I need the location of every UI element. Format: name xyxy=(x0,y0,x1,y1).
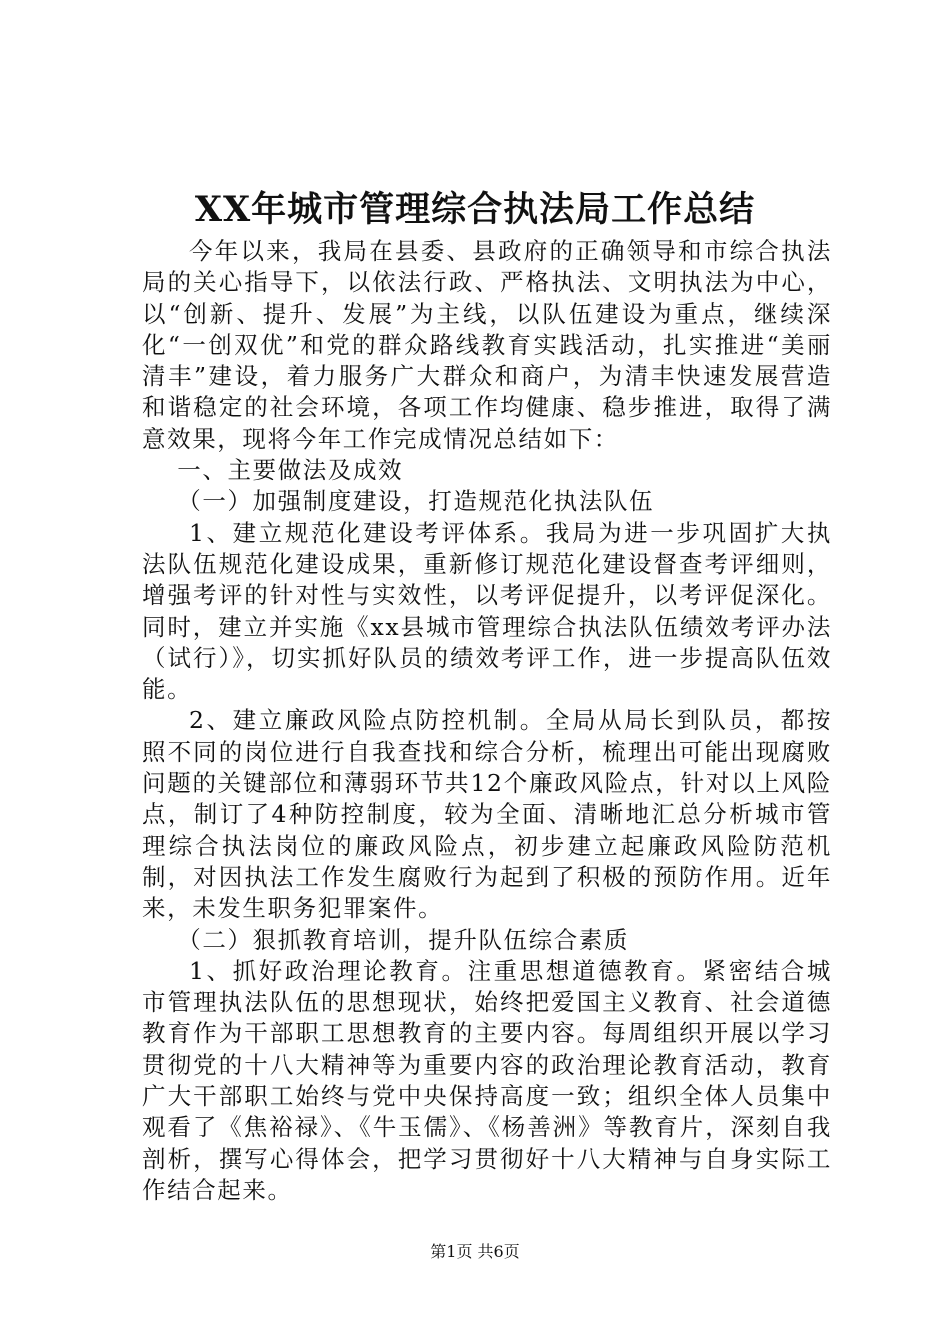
paragraph-item-2: 2、建立廉政风险点防控机制。全局从局长到队员，都按照不同的岗位进行自我查找和综合分析，梳理出可能出现腐败问题的关键部位和薄弱环节共12个廉政风险点，针对以上风险点，制订了4种防控制度，较为全面、清晰地汇总分析城市管理综合执法岗位的廉政风险点，初步建立起廉政风险防范机制，对因执法工作发生腐败行为起到了积极的预防作用。近年来，未发生职务犯罪案件。 xyxy=(142,706,832,923)
paragraph-item-1: 1、建立规范化建设考评体系。我局为进一步巩固扩大执法队伍规范化建设成果，重新修订规范化建设督查考评细则，增强考评的针对性与实效性，以考评促提升，以考评促深化。同时，建立并实施《xx县城市管理综合执法队伍绩效考评办法（试行）》，切实抓好队员的绩效考评工作，进一步提高队伍效能。 xyxy=(142,518,832,704)
intro-paragraph: 今年以来，我局在县委、县政府的正确领导和市综合执法局的关心指导下，以依法行政、严格执法、文明执法为中心，以“创新、提升、发展”为主线，以队伍建设为重点，继续深化“一创双优”和党的群众路线教育实践活动，扎实推进“美丽清丰”建设，着力服务广大群众和商户，为清丰快速发展营造和谐稳定的社会环境，各项工作均健康、稳步推进，取得了满意效果，现将今年工作完成情况总结如下： xyxy=(142,237,832,453)
document-title: XX年城市管理综合执法局工作总结 xyxy=(194,189,756,230)
section-heading: 一、主要做法及成效 xyxy=(177,456,404,485)
document-body xyxy=(142,236,832,1206)
paragraph-item-3: 1、抓好政治理论教育。注重思想道德教育。紧密结合城市管理执法队伍的思想现状，始终把爱国主义教育、社会道德教育作为干部职工思想教育的主要内容。每周组织开展以学习贯彻党的十八大精神等为重要内容的政治理论教育活动，教育广大干部职工始终与党中央保持高度一致；组织全体人员集中观看了《焦裕禄》、《牛玉儒》、《杨善洲》等教育片，深刻自我剖析，撰写心得体会，把学习贯彻好十八大精神与自身实际工作结合起来。 xyxy=(142,956,832,1204)
subsection-heading-2: （二）狠抓教育培训，提升队伍综合素质 xyxy=(177,925,630,954)
page-footer: 第1页 共6页 xyxy=(430,1242,520,1261)
subsection-heading-1: （一）加强制度建设，打造规范化执法队伍 xyxy=(177,487,655,516)
